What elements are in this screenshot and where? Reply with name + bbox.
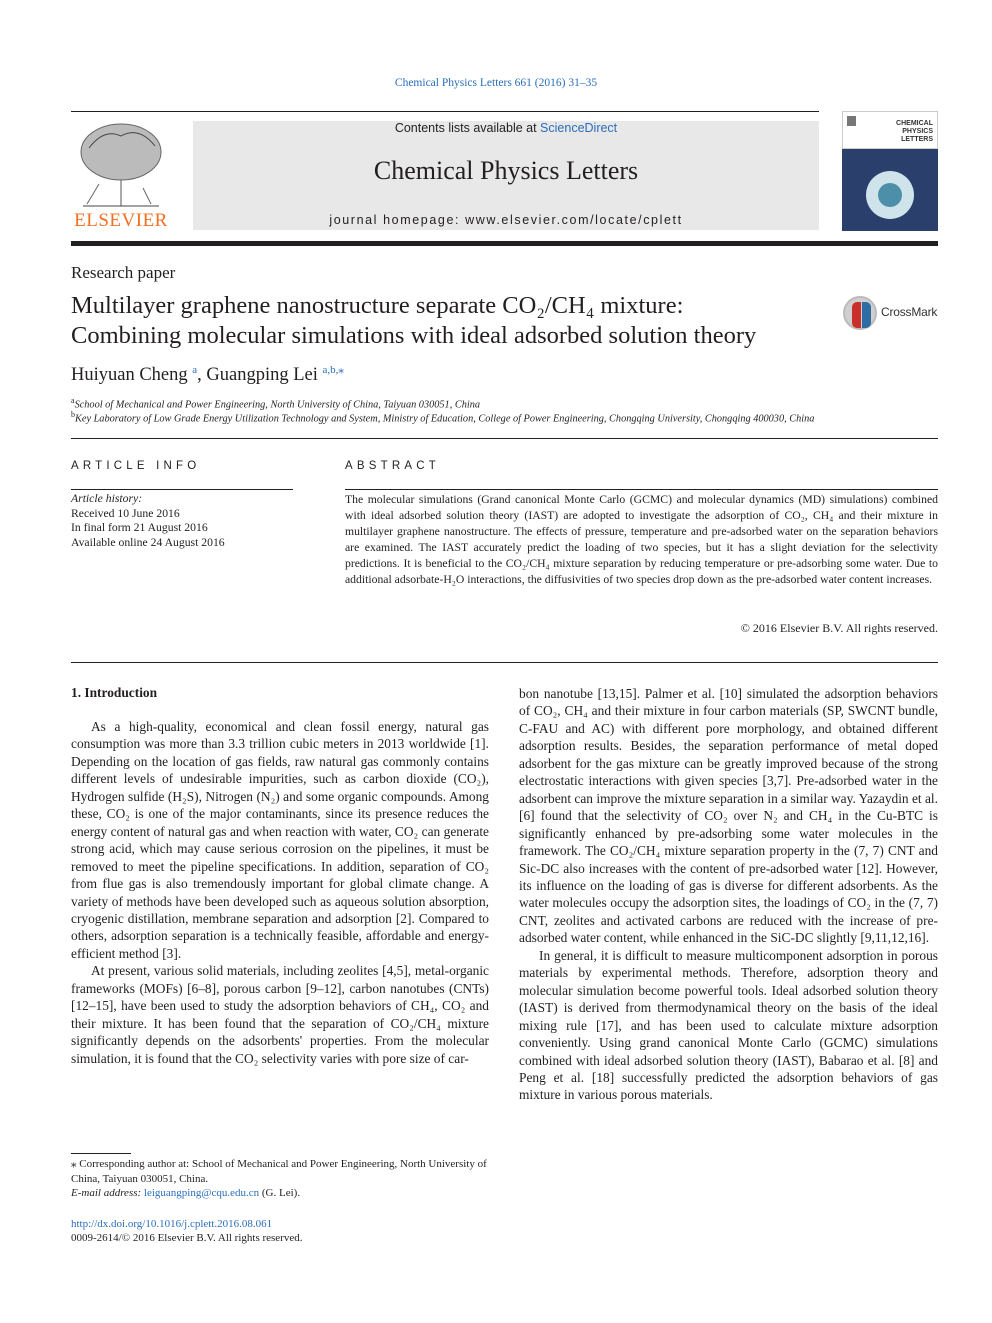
paragraph: bon nanotube [13,15]. Palmer et al. [10] simulated the adsorption behaviors of CO₂, CH₄ and their mixture in four carbon materials (SP, SWCNT bundle, C-FAU and AC) with different pore morphology, and obtained different adsorption results. Besides, the separation performance of metal doped adsorbent for the gas mixture can be greatly improved because of the strong electrostatic interactions with given species [3,7]. Pre-adsorbed water in the adsorbent can improve the mixture separation in a similar way. Yazaydin et al. [6] found that the selectivity of CO₂ over N₂ and CH₄ in the Cu-BTC is significantly enhanced by pre-adsorbing some water molecules in the framework. The CO₂/CH₄ mixture separation property in the (7, 7) CNT and Sic-DC also increases with the content of pre-adsorbed water [12]. However, its influence on the loading of gas is diverse for different adsorbents. As the water molecules occupy the adsorption sites, the loadings of CO₂ in the (7, 7) CNT, zeolites and activated carbons are reduced with the increase of pre-adsorbed water content, while enhanced in the SiC-DC slightly [9,11,12,16]. [519, 686, 938, 946]
received-date: Received 10 June 2016 [71, 506, 180, 520]
title-line-1: Multilayer graphene nanostructure separate CO₂/CH₄ mixture: [71, 292, 684, 319]
top-rule [71, 111, 819, 112]
section-heading: 1. Introduction [71, 685, 158, 700]
crossmark-label: CrossMark [881, 305, 938, 319]
corresponding-author-note: ⁎ Corresponding author at: School of Mechanical and Power Engineering, North University of China, Taiyuan 030051, China. [71, 1158, 487, 1185]
cover-illustration-center [878, 183, 902, 207]
email-link[interactable]: leiguangping@cqu.edu.cn [143, 1187, 260, 1199]
issn-copyright: 0009-2614/© 2016 Elsevier B.V. All rights reserved. [71, 1232, 303, 1244]
revised-date: In final form 21 August 2016 [71, 521, 208, 534]
article-info-heading: ARTICLE INFO [71, 460, 201, 472]
homepage-link[interactable]: www.elsevier.com/locate/cplett [465, 213, 683, 227]
divider [345, 489, 938, 490]
cover-header [842, 111, 938, 149]
title-line-2: Combining molecular simulations with ideal adsorbed solution theory [71, 322, 757, 349]
paragraph: As a high-quality, economical and clean fossil energy, natural gas consumption was more than 3.3 trillion cubic meters in 2013 worldwide [1]. Depending on the location of gas fields, raw natural gas commonly contains different levels of undesirable impurities, such as carbon dioxide (CO₂), Hydrogen sulfide (H₂S), Nitrogen (N₂) and some organic compounds. Among these, CO₂ is one of the major contaminants, since its presence reduces the energy content of natural gas and when reaction with water, CO₂ can generate strong acid, which may cause serious corrosion on the pipelines, it must be removed to meet the pipeline specifications. In addition, separation of CO₂ from flue gas is also tremendously important for global climate change. A variety of methods have been developed such as aqueous solution absorption, cryogenic distillation, membrane separation and adsorption [2]. Compared to others, adsorption separation is a technically feasible, affordable and energy-efficient method [3]. [71, 719, 489, 961]
footnote [71, 1157, 491, 1201]
abstract-heading: ABSTRACT [345, 460, 440, 472]
divider [71, 489, 293, 490]
footnote-rule [71, 1153, 131, 1154]
author-name: Guangping Lei [206, 365, 318, 386]
article-type: Research paper [71, 263, 176, 282]
paragraph: At present, various solid materials, including zeolites [4,5], metal-organic frameworks (MOFs) [6–8], porous carbon [9–12], carbon nanotubes (CNTs) [12–15], have been used to study the adsorption behaviors of CH₄, CO₂ and their mixture. It has been found that the separation of CO₂/CH₄ mixture significantly depends on the adsorbents' properties. From the molecular simulation, it is found that the CO₂ selectivity varies with pore size of car- [71, 963, 489, 1066]
body-column-right [519, 685, 938, 1104]
divider [71, 438, 938, 439]
affiliation-marker[interactable]: a [192, 364, 198, 376]
email-label: E-mail address: [71, 1187, 142, 1199]
article-title [71, 291, 831, 351]
affiliation-b: $^b$Key Laboratory of Low Grade Energy Utilization Technology and System, Ministry of Education, College of Power Engineering, Chongqing University, Chongqing 400030, China [71, 410, 815, 425]
abstract-text: The molecular simulations (Grand canonical Monte Carlo (GCMC) and molecular dynamics (MD) simulations) combined with ideal adsorbed solution theory (IAST) are adopted to investigate the adsorption of CO₂, CH₄ and their mixture in multilayer graphene nanostructure. The effects of pressure, temperature and pre-adsorbed water on the separation behaviors are examined. The IAST accurately predict the loading of two species, but it has a slight deviation for the selectivity predictions. It is beneficial to the CO₂/CH₄ mixture separation by reducing temperature or pre-adsorbing some water. Due to additional adsorbate-H₂O interactions, the diffusivities of two species drop down as the pre-adsorbed water content increases. [345, 493, 938, 586]
sciencedirect-link[interactable]: ScienceDirect [540, 121, 618, 135]
doi-block [71, 1217, 303, 1245]
author-name: Huiyuan Cheng [71, 365, 188, 386]
journal-name: Chemical Physics Letters [373, 156, 639, 185]
cover-title-3: LETTERS [901, 136, 933, 143]
email-suffix: (G. Lei). [261, 1187, 301, 1199]
article-history [71, 492, 225, 550]
homepage-prefix: journal homepage: [329, 213, 466, 227]
affiliation-marker[interactable]: a,b,⁎ [322, 364, 344, 376]
divider [71, 662, 938, 663]
journal-reference[interactable]: Chemical Physics Letters 661 (2016) 31–35 [394, 77, 598, 89]
contents-line [193, 121, 819, 135]
author-list: Huiyuan Cheng $^a$, Guangping Lei $^{a,b,⁎}$ [71, 364, 344, 386]
crossmark-icon [843, 296, 877, 330]
paragraph: In general, it is difficult to measure multicomponent adsorption in porous materials by experimental methods. Therefore, adsorption theory and molecular simulation become powerful tools. Ideal adsorbed solution theory (IAST) is derived from thermodynamical theory on the basis of the ideal mixing rule [17], and has been used to calculate mixture adsorption conveniently. Using grand canonical Monte Carlo (GCMC) simulations combined with ideal adsorbed solution theory (IAST), Babarao et al. [8] and Peng et al. [18] successfully predicted the adsorption behaviors of gas mixture in various porous materials. [519, 947, 938, 1103]
contents-prefix: Contents lists available at [394, 121, 541, 135]
affiliation-a: $^a$School of Mechanical and Power Engineering, North University of China, Taiyuan 030051, China [71, 396, 481, 411]
doi-link[interactable]: http://dx.doi.org/10.1016/j.cplett.2016.08.061 [71, 1218, 273, 1230]
journal-homepage [193, 213, 819, 227]
email-line [71, 1186, 491, 1201]
cover-title-1: CHEMICAL [896, 120, 933, 127]
elsevier-wordmark: ELSEVIER [74, 210, 168, 231]
abstract-copyright: © 2016 Elsevier B.V. All rights reserved. [740, 621, 938, 635]
history-label: Article history: [71, 492, 143, 505]
journal-cover-image [842, 111, 938, 231]
crossmark-button[interactable] [843, 296, 939, 336]
cover-publisher-icon [847, 116, 856, 126]
header-thick-rule [71, 241, 938, 246]
cover-title-2: PHYSICS [902, 128, 933, 135]
online-date: Available online 24 August 2016 [71, 535, 225, 549]
body-column-left [71, 718, 489, 1067]
